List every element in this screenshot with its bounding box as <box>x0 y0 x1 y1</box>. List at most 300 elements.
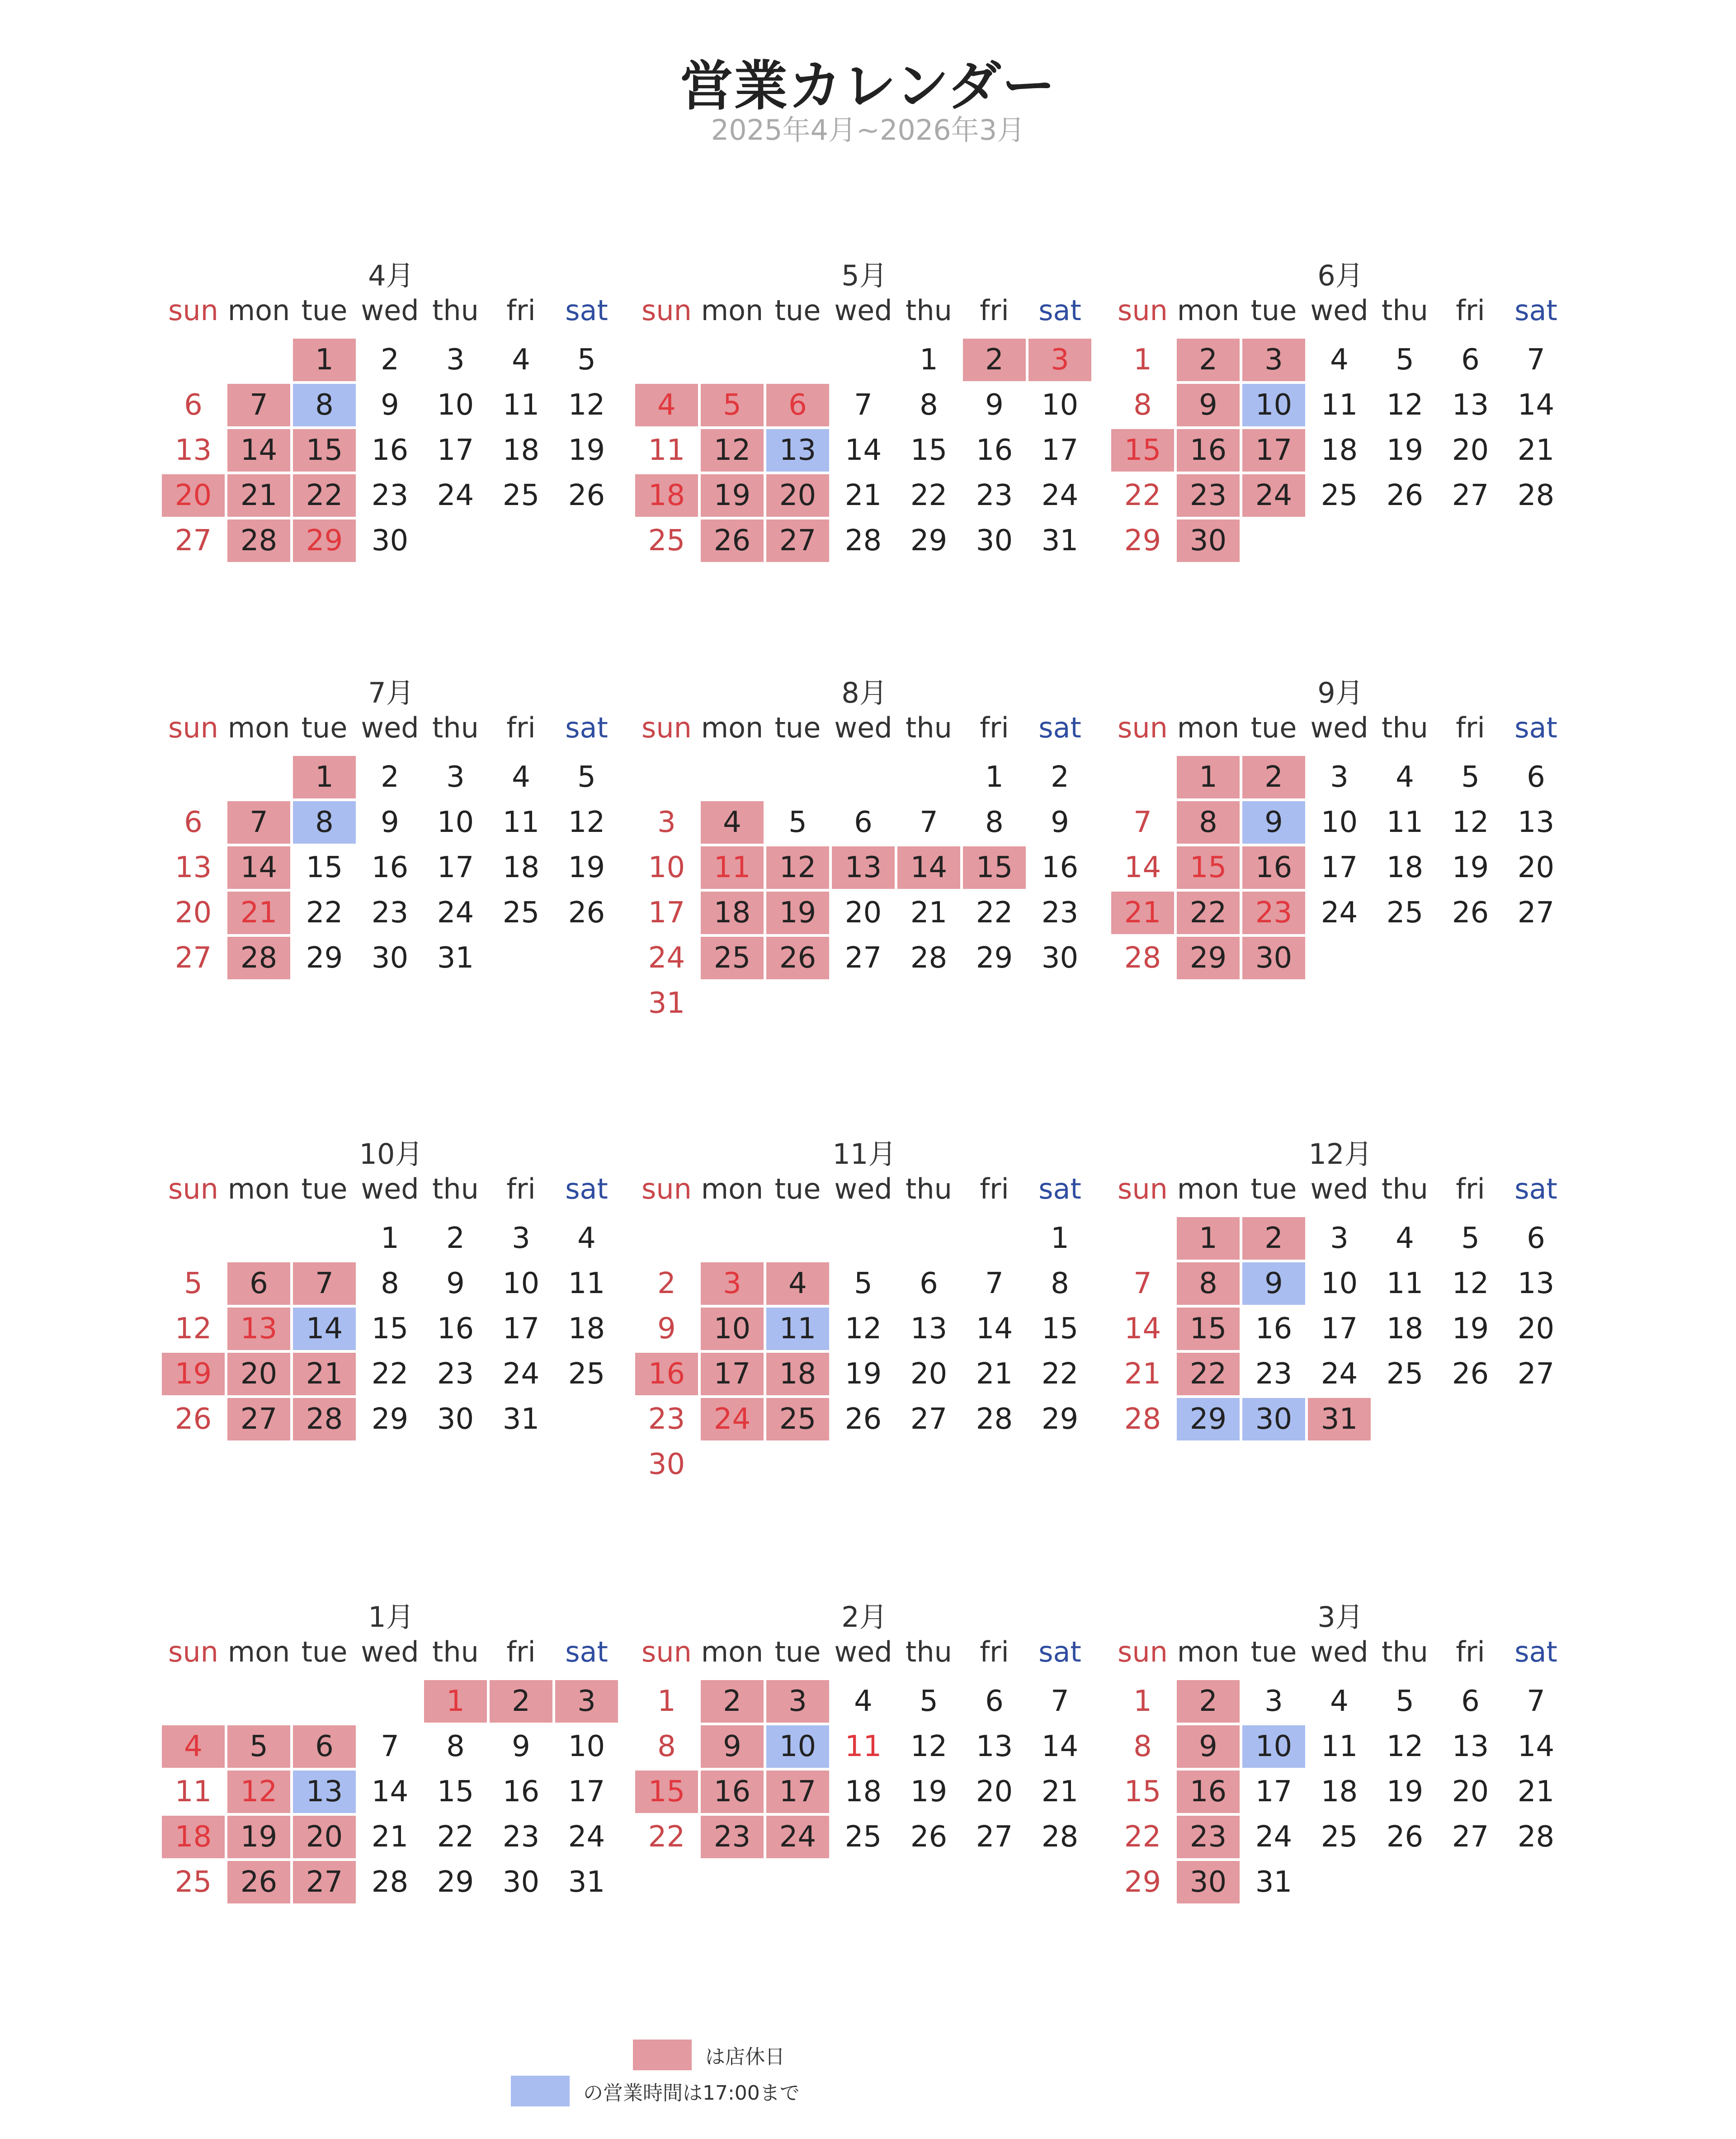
empty-cell <box>699 1216 765 1261</box>
day-cell: 9 <box>446 1267 465 1300</box>
day-cell: 28 <box>1041 1820 1079 1854</box>
weekday-tue: tue <box>1250 1635 1297 1668</box>
day-cell: 20 <box>1452 434 1489 467</box>
day-cell: 6 <box>1461 1685 1480 1718</box>
day-cell: 22 <box>976 896 1013 930</box>
day-cell: 1 <box>985 760 1004 794</box>
day-cell: 24 <box>437 896 474 930</box>
month-name: 9月 <box>1317 676 1363 709</box>
day-cell: 16 <box>1241 845 1307 890</box>
weekday-tue: tue <box>1250 1172 1297 1205</box>
weekday-sun: sun <box>642 294 692 327</box>
day-cell: 9 <box>1175 382 1241 428</box>
day-cell: 28 <box>226 518 292 563</box>
day-cell: 1 <box>920 343 938 377</box>
day-cell: 4 <box>577 1222 596 1255</box>
page-subtitle: 2025年4月~2026年3月 <box>711 113 1025 146</box>
weekday-wed: wed <box>1310 294 1368 327</box>
weekday-sat: sat <box>1038 711 1081 744</box>
day-cell: 4 <box>1396 760 1414 794</box>
day-cell: 23 <box>1041 896 1079 930</box>
day-cell: 28 <box>1124 1402 1161 1436</box>
weekday-sun: sun <box>1118 711 1168 744</box>
day-cell: 23 <box>1175 1814 1241 1860</box>
day-cell: 7 <box>226 382 292 428</box>
day-cell: 30 <box>976 524 1013 557</box>
empty-cell <box>699 337 765 382</box>
month-name: 11月 <box>832 1138 896 1171</box>
day-cell: 2 <box>446 1222 465 1255</box>
day-cell: 8 <box>1051 1267 1069 1300</box>
weekday-fri: fri <box>506 1635 536 1668</box>
weekday-tue: tue <box>774 294 821 327</box>
day-cell: 30 <box>1175 1860 1241 1905</box>
day-cell: 17 <box>437 434 474 467</box>
day-cell: 5 <box>1396 343 1414 377</box>
weekday-thu: thu <box>1382 711 1428 744</box>
day-cell: 15 <box>962 845 1027 890</box>
day-cell: 17 <box>765 1769 830 1814</box>
legend-short-label: の営業時間は17:00まで <box>583 2082 800 2105</box>
day-cell: 19 <box>1452 1312 1489 1346</box>
day-cell: 5 <box>788 806 807 839</box>
day-cell: 9 <box>1241 800 1307 845</box>
weekday-sat: sat <box>1514 1172 1557 1205</box>
day-cell: 14 <box>896 845 962 890</box>
weekday-sun: sun <box>168 711 218 744</box>
day-cell: 6 <box>920 1267 938 1300</box>
day-cell: 24 <box>1321 896 1358 930</box>
day-cell: 17 <box>502 1312 540 1346</box>
day-cell: 10 <box>699 1306 765 1351</box>
day-cell: 14 <box>371 1775 409 1808</box>
weekday-thu: thu <box>1382 1635 1428 1668</box>
day-cell: 15 <box>634 1769 699 1814</box>
day-cell: 28 <box>1517 1820 1555 1854</box>
day-cell: 21 <box>1517 1775 1555 1808</box>
weekday-header <box>160 1635 619 1668</box>
weekday-sun: sun <box>1118 1172 1168 1205</box>
day-cell: 13 <box>292 1769 357 1814</box>
weekday-mon: mon <box>701 711 764 744</box>
day-cell: 25 <box>1321 479 1358 512</box>
day-cell: 13 <box>175 434 212 467</box>
empty-cell <box>830 337 896 382</box>
day-cell: 1 <box>657 1685 676 1718</box>
empty-cell <box>1110 1216 1175 1261</box>
day-cell: 21 <box>292 1351 357 1397</box>
day-cell: 20 <box>844 896 882 930</box>
day-cell: 10 <box>1321 1267 1358 1300</box>
day-cell: 13 <box>910 1312 948 1346</box>
day-grid <box>1110 337 1569 563</box>
weekday-mon: mon <box>1177 294 1240 327</box>
day-cell: 2 <box>1051 760 1069 794</box>
weekday-wed: wed <box>361 711 419 744</box>
day-cell: 21 <box>371 1820 409 1854</box>
day-cell: 21 <box>1124 1357 1161 1391</box>
day-cell: 20 <box>226 1351 292 1397</box>
day-cell: 12 <box>699 428 765 473</box>
day-cell: 18 <box>1386 1312 1424 1346</box>
weekday-sun: sun <box>1118 294 1168 327</box>
day-cell: 9 <box>381 388 399 422</box>
weekday-wed: wed <box>1310 711 1368 744</box>
empty-cell <box>765 1216 830 1261</box>
day-cell: 24 <box>437 479 474 512</box>
day-cell: 1 <box>1133 1685 1152 1718</box>
day-cell: 9 <box>381 806 399 839</box>
day-cell: 16 <box>1175 428 1241 473</box>
month-name: 3月 <box>1317 1601 1363 1634</box>
weekday-wed: wed <box>1310 1172 1368 1205</box>
day-cell: 19 <box>910 1775 948 1808</box>
day-cell: 13 <box>1452 1730 1489 1763</box>
day-cell: 30 <box>1175 518 1241 563</box>
day-cell: 31 <box>1307 1397 1372 1442</box>
day-cell: 26 <box>910 1820 948 1854</box>
day-cell: 24 <box>1241 473 1307 518</box>
day-cell: 24 <box>648 941 685 975</box>
weekday-mon: mon <box>701 294 764 327</box>
day-cell: 25 <box>175 1865 212 1899</box>
weekday-thu: thu <box>432 1172 479 1205</box>
day-cell: 4 <box>512 343 530 377</box>
day-cell: 22 <box>437 1820 474 1854</box>
day-cell: 13 <box>1517 806 1555 839</box>
day-cell: 15 <box>1041 1312 1079 1346</box>
empty-cell <box>699 755 765 800</box>
weekday-mon: mon <box>227 1635 290 1668</box>
day-cell: 16 <box>371 851 409 884</box>
day-cell: 26 <box>1452 1357 1489 1391</box>
day-cell: 14 <box>1124 1312 1161 1346</box>
day-cell: 30 <box>371 941 409 975</box>
day-cell: 26 <box>175 1402 212 1436</box>
day-cell: 18 <box>502 434 540 467</box>
day-cell: 27 <box>1517 1357 1555 1391</box>
day-cell: 26 <box>844 1402 882 1436</box>
empty-cell <box>226 755 292 800</box>
weekday-tue: tue <box>301 294 348 327</box>
day-cell: 22 <box>292 473 357 518</box>
day-cell: 1 <box>292 337 357 382</box>
day-cell: 28 <box>371 1865 409 1899</box>
weekday-sat: sat <box>565 294 608 327</box>
day-cell: 29 <box>976 941 1013 975</box>
day-cell: 30 <box>648 1448 685 1481</box>
day-cell: 19 <box>226 1814 292 1860</box>
day-cell: 5 <box>577 343 596 377</box>
day-cell: 22 <box>306 896 343 930</box>
day-cell: 7 <box>920 806 938 839</box>
day-cell: 16 <box>1175 1769 1241 1814</box>
day-cell: 1 <box>1175 755 1241 800</box>
day-cell: 25 <box>844 1820 882 1854</box>
day-cell: 7 <box>292 1261 357 1306</box>
day-cell: 19 <box>1452 851 1489 884</box>
weekday-header <box>634 1172 1093 1205</box>
day-cell: 18 <box>1321 434 1358 467</box>
day-cell: 3 <box>1027 337 1093 382</box>
weekday-wed: wed <box>834 1172 892 1205</box>
day-cell: 5 <box>226 1724 292 1769</box>
day-cell: 10 <box>1241 1724 1307 1769</box>
day-cell: 12 <box>226 1769 292 1814</box>
month-name: 4月 <box>368 259 414 292</box>
day-cell: 25 <box>765 1397 830 1442</box>
weekday-header <box>634 294 1093 327</box>
day-cell: 5 <box>1396 1685 1414 1718</box>
day-cell: 25 <box>1386 1357 1424 1391</box>
weekday-tue: tue <box>1250 294 1297 327</box>
weekday-sat: sat <box>565 1635 608 1668</box>
day-cell: 25 <box>1321 1820 1358 1854</box>
day-cell: 25 <box>568 1357 605 1391</box>
day-cell: 8 <box>1175 800 1241 845</box>
weekday-wed: wed <box>361 1635 419 1668</box>
weekday-mon: mon <box>701 1172 764 1205</box>
day-cell: 3 <box>446 760 465 794</box>
day-cell: 20 <box>1452 1775 1489 1808</box>
day-cell: 1 <box>1175 1216 1241 1261</box>
day-cell: 11 <box>175 1775 212 1808</box>
day-cell: 9 <box>1241 1261 1307 1306</box>
month-name: 10月 <box>359 1138 423 1171</box>
day-cell: 23 <box>437 1357 474 1391</box>
weekday-thu: thu <box>906 1172 952 1205</box>
day-cell: 16 <box>502 1775 540 1808</box>
day-cell: 13 <box>976 1730 1013 1763</box>
day-cell: 30 <box>1241 935 1307 981</box>
empty-cell <box>160 337 226 382</box>
weekday-fri: fri <box>1456 1635 1485 1668</box>
day-cell: 15 <box>1175 845 1241 890</box>
day-cell: 29 <box>910 524 948 557</box>
day-cell: 14 <box>1041 1730 1079 1763</box>
day-cell: 2 <box>381 760 399 794</box>
day-cell: 10 <box>1241 382 1307 428</box>
day-cell: 17 <box>1241 428 1307 473</box>
weekday-mon: mon <box>227 294 290 327</box>
day-cell: 2 <box>1175 1679 1241 1724</box>
empty-cell <box>830 755 896 800</box>
day-cell: 30 <box>1241 1397 1307 1442</box>
day-cell: 11 <box>1386 806 1424 839</box>
day-cell: 6 <box>985 1685 1004 1718</box>
day-grid <box>1110 1679 1569 1905</box>
day-cell: 8 <box>985 806 1004 839</box>
day-cell: 29 <box>292 518 357 563</box>
weekday-fri: fri <box>980 1172 1009 1205</box>
day-cell: 21 <box>910 896 948 930</box>
weekday-sun: sun <box>168 294 218 327</box>
weekday-sat: sat <box>1038 294 1081 327</box>
day-cell: 22 <box>1124 479 1161 512</box>
day-cell: 21 <box>976 1357 1013 1391</box>
day-cell: 20 <box>976 1775 1013 1808</box>
day-cell: 16 <box>1041 851 1079 884</box>
day-cell: 4 <box>1330 343 1349 377</box>
empty-cell <box>160 1679 226 1724</box>
day-cell: 26 <box>568 896 605 930</box>
empty-cell <box>634 1216 699 1261</box>
day-cell: 7 <box>381 1730 399 1763</box>
weekday-fri: fri <box>980 711 1009 744</box>
day-cell: 28 <box>1124 941 1161 975</box>
day-cell: 21 <box>1041 1775 1079 1808</box>
day-cell: 16 <box>699 1769 765 1814</box>
weekday-wed: wed <box>361 1172 419 1205</box>
weekday-header <box>1110 1172 1569 1205</box>
day-cell: 23 <box>976 479 1013 512</box>
day-cell: 7 <box>1527 1685 1545 1718</box>
day-cell: 20 <box>292 1814 357 1860</box>
page-title: 営業カレンダー <box>679 55 1057 117</box>
day-cell: 8 <box>920 388 938 422</box>
day-grid <box>160 337 619 563</box>
day-cell: 16 <box>976 434 1013 467</box>
weekday-tue: tue <box>301 1172 348 1205</box>
day-cell: 16 <box>437 1312 474 1346</box>
weekday-tue: tue <box>301 711 348 744</box>
day-cell: 24 <box>765 1814 830 1860</box>
day-cell: 12 <box>175 1312 212 1346</box>
day-cell: 20 <box>1517 1312 1555 1346</box>
day-cell: 11 <box>699 845 765 890</box>
day-cell: 4 <box>854 1685 873 1718</box>
day-cell: 13 <box>1452 388 1489 422</box>
day-grid <box>1110 1216 1569 1442</box>
day-cell: 24 <box>1321 1357 1358 1391</box>
day-cell: 14 <box>292 1306 357 1351</box>
day-cell: 19 <box>568 851 605 884</box>
weekday-mon: mon <box>1177 711 1240 744</box>
day-cell: 11 <box>568 1267 605 1300</box>
day-cell: 23 <box>1241 890 1307 935</box>
day-grid <box>160 1679 619 1905</box>
day-cell: 4 <box>160 1724 226 1769</box>
day-cell: 19 <box>568 434 605 467</box>
day-cell: 22 <box>648 1820 685 1854</box>
weekday-fri: fri <box>1456 711 1485 744</box>
day-cell: 22 <box>910 479 948 512</box>
weekday-tue: tue <box>301 1635 348 1668</box>
day-cell: 10 <box>437 388 474 422</box>
day-cell: 22 <box>1124 1820 1161 1854</box>
day-cell: 12 <box>1452 1267 1489 1300</box>
day-cell: 15 <box>437 1775 474 1808</box>
empty-cell <box>634 755 699 800</box>
weekday-header <box>160 1172 619 1205</box>
day-cell: 26 <box>699 518 765 563</box>
day-cell: 28 <box>226 935 292 981</box>
day-cell: 7 <box>1051 1685 1069 1718</box>
weekday-thu: thu <box>1382 1172 1428 1205</box>
day-cell: 23 <box>371 896 409 930</box>
day-cell: 15 <box>1110 428 1175 473</box>
weekday-tue: tue <box>1250 711 1297 744</box>
day-cell: 10 <box>502 1267 540 1300</box>
day-cell: 12 <box>1386 1730 1424 1763</box>
day-cell: 13 <box>765 428 830 473</box>
weekday-tue: tue <box>774 1635 821 1668</box>
day-cell: 12 <box>1452 806 1489 839</box>
day-cell: 3 <box>657 806 676 839</box>
day-cell: 25 <box>699 935 765 981</box>
day-cell: 22 <box>1175 1351 1241 1397</box>
day-cell: 6 <box>184 388 203 422</box>
day-cell: 7 <box>1527 343 1545 377</box>
day-cell: 6 <box>292 1724 357 1769</box>
weekday-sat: sat <box>1514 1635 1557 1668</box>
month-name: 6月 <box>1317 259 1363 292</box>
day-cell: 28 <box>910 941 948 975</box>
day-cell: 12 <box>910 1730 948 1763</box>
day-cell: 20 <box>910 1357 948 1391</box>
empty-cell <box>292 1216 357 1261</box>
weekday-fri: fri <box>1456 294 1485 327</box>
day-cell: 17 <box>437 851 474 884</box>
weekday-sat: sat <box>1514 294 1557 327</box>
day-cell: 14 <box>1124 851 1161 884</box>
day-cell: 6 <box>1527 1222 1545 1255</box>
empty-cell <box>765 755 830 800</box>
weekday-mon: mon <box>701 1635 764 1668</box>
weekday-thu: thu <box>906 1635 952 1668</box>
day-cell: 19 <box>1386 434 1424 467</box>
day-cell: 17 <box>568 1775 605 1808</box>
day-cell: 31 <box>502 1402 540 1436</box>
day-cell: 18 <box>160 1814 226 1860</box>
weekday-header <box>634 1635 1093 1668</box>
weekday-fri: fri <box>980 294 1009 327</box>
day-cell: 1 <box>1133 343 1152 377</box>
day-cell: 1 <box>423 1679 488 1724</box>
day-cell: 29 <box>1175 935 1241 981</box>
month-name: 2月 <box>841 1601 887 1634</box>
empty-cell <box>634 337 699 382</box>
day-cell: 21 <box>226 473 292 518</box>
day-cell: 3 <box>1264 1685 1283 1718</box>
day-cell: 18 <box>844 1775 882 1808</box>
day-cell: 13 <box>175 851 212 884</box>
weekday-wed: wed <box>834 294 892 327</box>
day-cell: 1 <box>1051 1222 1069 1255</box>
weekday-thu: thu <box>1382 294 1428 327</box>
day-cell: 6 <box>854 806 873 839</box>
day-cell: 24 <box>1255 1820 1293 1854</box>
day-cell: 17 <box>1321 851 1358 884</box>
day-cell: 14 <box>1517 1730 1555 1763</box>
day-cell: 5 <box>577 760 596 794</box>
day-cell: 4 <box>1396 1222 1414 1255</box>
empty-cell <box>160 1216 226 1261</box>
day-cell: 22 <box>1041 1357 1079 1391</box>
day-cell: 23 <box>699 1814 765 1860</box>
day-cell: 18 <box>568 1312 605 1346</box>
short-hours-swatch <box>511 2076 570 2106</box>
day-cell: 29 <box>371 1402 409 1436</box>
day-cell: 5 <box>1461 1222 1480 1255</box>
weekday-wed: wed <box>361 294 419 327</box>
day-cell: 29 <box>437 1865 474 1899</box>
month-name: 5月 <box>841 259 887 292</box>
day-cell: 25 <box>502 479 540 512</box>
weekday-sun: sun <box>1118 1635 1168 1668</box>
day-cell: 21 <box>844 479 882 512</box>
weekday-thu: thu <box>906 711 952 744</box>
